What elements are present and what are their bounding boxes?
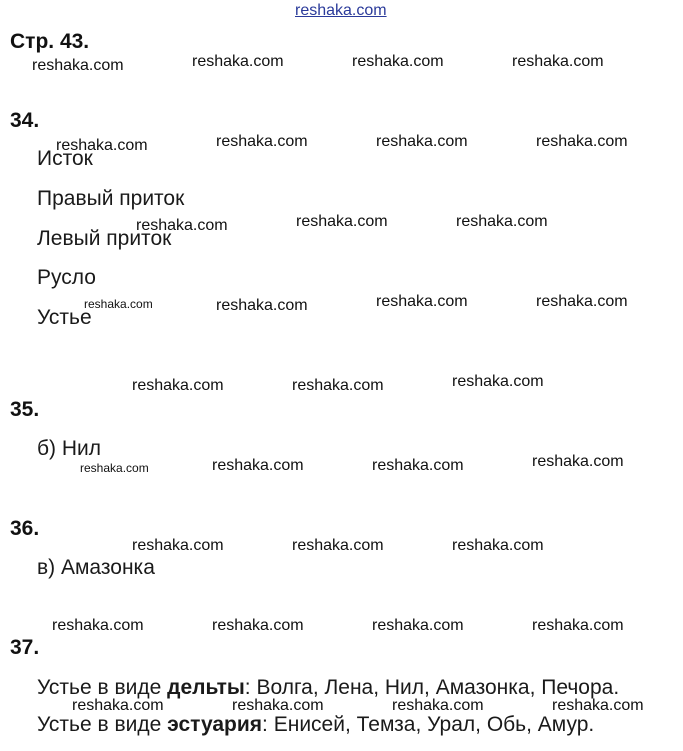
watermark: reshaka.com (536, 133, 628, 150)
estuary-line-rivers: : Енисей, Темза, Урал, Обь, Амур. (262, 713, 595, 736)
task-34-number: 34. (10, 109, 40, 132)
watermark: reshaka.com (352, 53, 444, 70)
watermark: reshaka.com (232, 697, 324, 714)
page-heading: Стр. 43. (10, 30, 90, 53)
watermark: reshaka.com (136, 217, 228, 234)
answer-item-mouth: Устье (37, 306, 92, 329)
watermark: reshaka.com (132, 377, 224, 394)
watermark: reshaka.com (52, 617, 144, 634)
watermark: reshaka.com (216, 133, 308, 150)
watermark: reshaka.com (452, 537, 544, 554)
task-37-estuary-line (37, 713, 594, 737)
task-36-number: 36. (10, 517, 40, 540)
watermark: reshaka.com (56, 137, 148, 154)
watermark: reshaka.com (72, 697, 164, 714)
task-36-answer: в) Амазонка (37, 556, 155, 579)
delta-term: дельты (167, 676, 245, 699)
watermark: reshaka.com (392, 697, 484, 714)
watermark: reshaka.com (32, 57, 124, 74)
watermark: reshaka.com (376, 133, 468, 150)
task-35-answer: б) Нил (37, 437, 102, 460)
watermark: reshaka.com (212, 617, 304, 634)
estuary-term: эстуария (167, 713, 263, 736)
delta-line-rivers: : Волга, Лена, Нил, Амазонка, Печора. (244, 676, 620, 699)
watermark: reshaka.com (80, 461, 149, 475)
watermark: reshaka.com (532, 453, 624, 470)
watermark: reshaka.com (216, 297, 308, 314)
watermark: reshaka.com (552, 697, 644, 714)
answer-item-riverbed: Русло (37, 266, 96, 289)
task-35-number: 35. (10, 398, 40, 421)
answer-item-source: Исток (37, 147, 93, 170)
watermark: reshaka.com (192, 53, 284, 70)
task-37-number: 37. (10, 636, 40, 659)
watermark: reshaka.com (372, 457, 464, 474)
watermark: reshaka.com (532, 617, 624, 634)
watermark: reshaka.com (84, 297, 153, 311)
answer-item-right-tributary: Правый приток (37, 187, 185, 210)
watermark: reshaka.com (292, 537, 384, 554)
watermark: reshaka.com (132, 537, 224, 554)
top-watermark[interactable]: reshaka.com (295, 2, 387, 19)
watermark: reshaka.com (456, 213, 548, 230)
watermark: reshaka.com (452, 373, 544, 390)
watermark: reshaka.com (212, 457, 304, 474)
watermark: reshaka.com (296, 213, 388, 230)
estuary-line-prefix: Устье в виде (37, 713, 168, 736)
watermark: reshaka.com (376, 293, 468, 310)
watermark: reshaka.com (512, 53, 604, 70)
watermark: reshaka.com (536, 293, 628, 310)
delta-line-prefix: Устье в виде (37, 676, 168, 699)
watermark: reshaka.com (372, 617, 464, 634)
watermark: reshaka.com (292, 377, 384, 394)
answer-item-left-tributary: Левый приток (37, 227, 172, 250)
